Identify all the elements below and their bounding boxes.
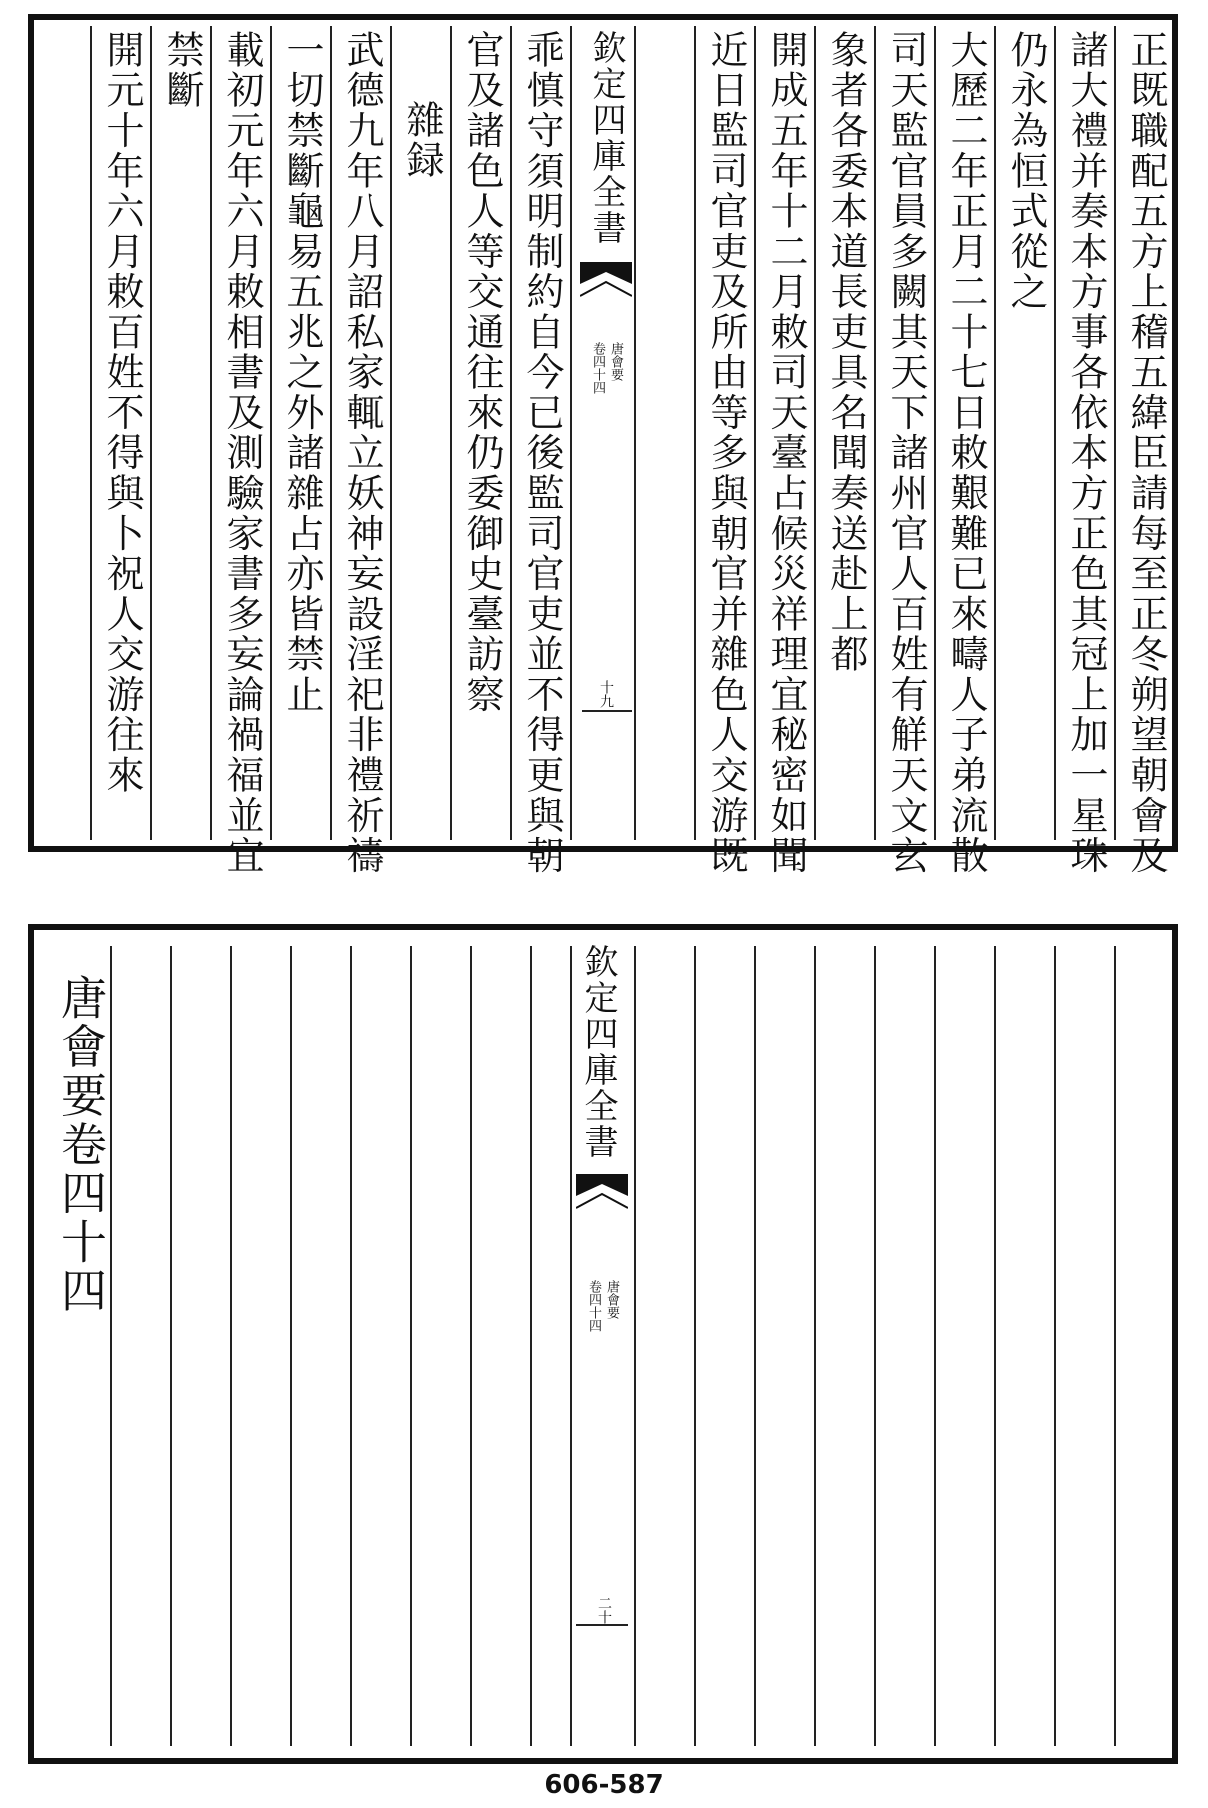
column-rule <box>350 946 352 1746</box>
column-rule <box>170 946 172 1746</box>
text-column: 司天監官員多闕其天下諸州官人百姓有觧天文玄 <box>884 30 928 876</box>
center-book-name: 唐會要 <box>608 342 623 381</box>
center-book-name: 唐會要 <box>604 1280 619 1319</box>
text-column: 正既職配五方上稽五緯臣請每至正冬朔望朝會及 <box>1124 30 1168 876</box>
text-column: 開元十年六月敕百姓不得與卜祝人交游往來 <box>100 30 144 796</box>
text-column: 大歷二年正月二十七日敕艱難已來疇人子弟流散 <box>944 30 988 876</box>
text-column: 一切禁斷龜易五兆之外諸雜占亦皆禁止 <box>280 30 324 715</box>
column-rule <box>470 946 472 1746</box>
column-rule <box>1054 26 1056 840</box>
column-rule <box>570 26 572 840</box>
column-rule <box>530 946 532 1746</box>
column-rule <box>814 946 816 1746</box>
column-rule <box>934 26 936 840</box>
center-header <box>576 944 620 1160</box>
column-rule <box>570 946 572 1746</box>
text-column: 近日監司官吏及所由等多與朝官并雜色人交游既 <box>704 30 748 876</box>
center-volume: 卷四十四 <box>590 342 605 394</box>
bottom-page <box>28 924 1178 1764</box>
text-column: 諸大禮并奏本方事各依本方正色其冠上加一星珠 <box>1064 30 1108 876</box>
column-rule <box>110 946 112 1746</box>
center-header <box>584 30 628 246</box>
column-rule <box>1114 26 1116 840</box>
column-rule <box>814 26 816 840</box>
fishtail-mark-icon <box>580 262 632 302</box>
column-rule <box>754 946 756 1746</box>
text-column: 官及諸色人等交通往來仍委御史臺訪察 <box>460 30 504 715</box>
volume-end-title: 唐會要卷四十四 <box>54 974 108 1316</box>
column-rule <box>874 26 876 840</box>
column-rule <box>1114 946 1116 1746</box>
column-rule <box>270 26 272 840</box>
column-rule <box>90 26 92 840</box>
column-rule <box>874 946 876 1746</box>
text-column: 武德九年八月詔私家輒立妖神妄設淫祀非禮祈禱 <box>340 30 384 876</box>
column-rule <box>754 26 756 840</box>
column-rule <box>290 946 292 1746</box>
text-column: 開成五年十二月敕司天臺占候災祥理宜秘密如聞 <box>764 30 808 876</box>
column-rule <box>410 946 412 1746</box>
column-rule <box>634 26 636 840</box>
column-rule <box>934 946 936 1746</box>
page-footer-number: 606-587 <box>544 1770 664 1800</box>
column-rule <box>330 26 332 840</box>
column-rule <box>210 26 212 840</box>
text-column: 仍永為恒式從之 <box>1004 30 1048 312</box>
column-rule <box>634 946 636 1746</box>
text-column: 禁斷 <box>160 30 204 111</box>
center-volume: 卷四十四 <box>586 1280 601 1332</box>
column-rule <box>994 26 996 840</box>
gutter-rule <box>582 710 632 712</box>
top-page <box>28 14 1178 876</box>
column-rule <box>230 946 232 1746</box>
text-column: 載初元年六月敕相書及測驗家書多妄論禍福並宜 <box>220 30 264 876</box>
section-heading: 雜録 <box>400 100 444 181</box>
center-title: 欽定四庫全書 <box>578 944 618 1161</box>
column-rule <box>390 26 392 840</box>
gutter-rule <box>576 1624 628 1626</box>
column-rule <box>150 26 152 840</box>
column-rule <box>694 26 696 840</box>
column-rule <box>994 946 996 1746</box>
text-column: 象者各委本道長吏具名聞奏送赴上都 <box>824 30 868 675</box>
fishtail-mark-icon <box>576 1174 628 1214</box>
text-column: 乖慎守須明制約自今已後監司官吏並不得更與朝 <box>520 30 564 876</box>
center-page-number: 十九 <box>598 680 614 708</box>
column-rule <box>450 26 452 840</box>
column-rule <box>694 946 696 1746</box>
column-rule <box>1054 946 1056 1746</box>
column-rule <box>510 26 512 840</box>
center-title: 欽定四庫全書 <box>586 30 626 247</box>
center-page-number: 二十 <box>596 1596 612 1624</box>
